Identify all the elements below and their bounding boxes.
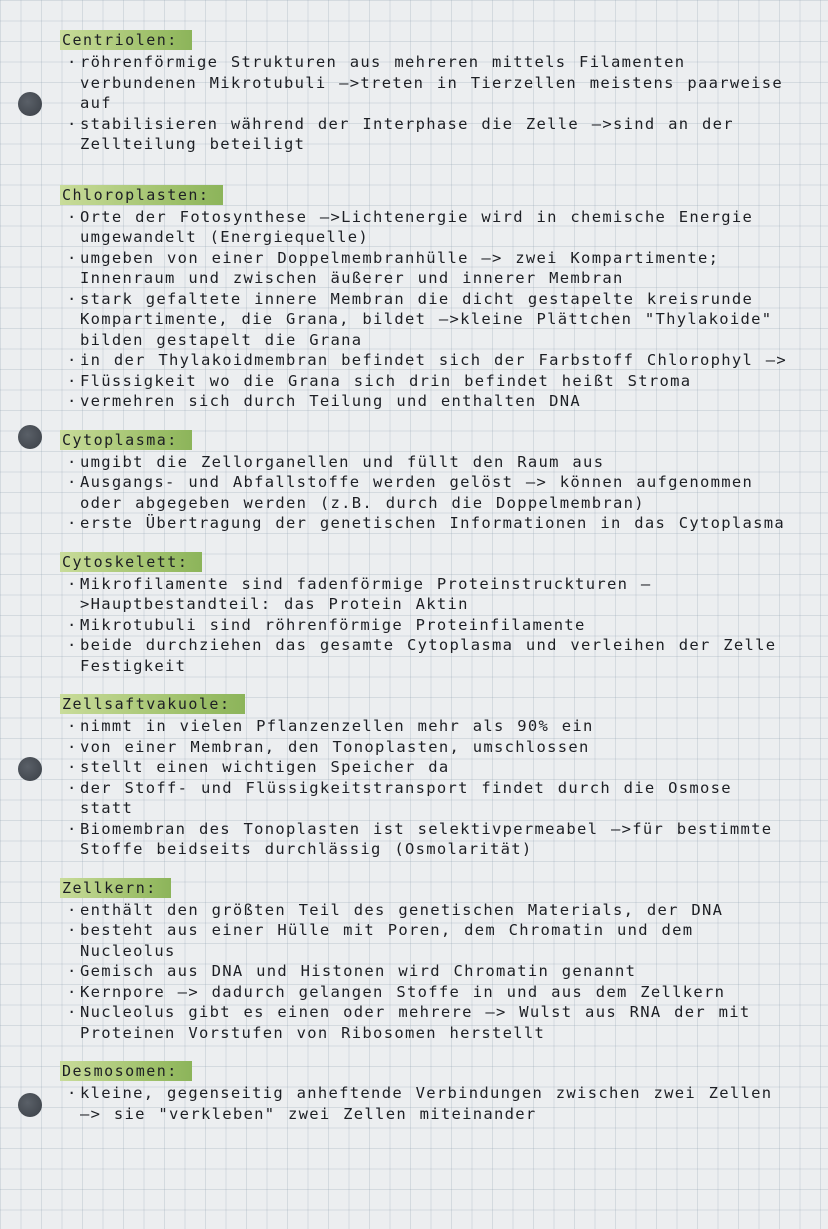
section-zellsaftvakuole <box>60 694 790 860</box>
note-item: · nimmt in vielen Pflanzenzellen mehr als 90% ein <box>60 716 790 737</box>
note-item: · röhrenförmige Strukturen aus mehreren mittels Filamenten verbundenen Mikrotubuli —>treten in Tierzellen meistens paarweise auf <box>60 52 790 114</box>
note-item: · Mikrotubuli sind röhrenförmige Proteinfilamente <box>60 615 790 636</box>
note-item: · Orte der Fotosynthese —>Lichtenergie wird in chemische Energie umgewandelt (Energiequelle) <box>60 207 790 248</box>
section-heading: Chloroplasten: <box>60 185 223 205</box>
note-item: · der Stoff- und Flüssigkeitstransport findet durch die Osmose statt <box>60 778 790 819</box>
section-chloroplasten <box>60 185 790 412</box>
section-cytoplasma <box>60 430 790 534</box>
note-list <box>60 716 790 860</box>
note-item: · erste Übertragung der genetischen Informationen in das Cytoplasma <box>60 513 790 534</box>
note-list <box>60 52 790 155</box>
note-item: · beide durchziehen das gesamte Cytoplasma und verleihen der Zelle Festigkeit <box>60 635 790 676</box>
note-item: · kleine, gegenseitig anheftende Verbindungen zwischen zwei Zellen —> sie "verkleben" zwei Zellen miteinander <box>60 1083 790 1124</box>
section-heading: Zellsaftvakuole: <box>60 694 245 714</box>
note-item: · in der Thylakoidmembran befindet sich der Farbstoff Chlorophyl —> <box>60 350 790 371</box>
section-desmosomen <box>60 1061 790 1124</box>
binder-hole <box>18 757 42 781</box>
note-item: · enthält den größten Teil des genetischen Materials, der DNA <box>60 900 790 921</box>
binder-hole <box>18 425 42 449</box>
note-list <box>60 900 790 1044</box>
section-zellkern <box>60 878 790 1044</box>
note-item: · Nucleolus gibt es einen oder mehrere —> Wulst aus RNA der mit Proteinen Vorstufen von Ribosomen herstellt <box>60 1002 790 1043</box>
note-item: · von einer Membran, den Tonoplasten, umschlossen <box>60 737 790 758</box>
section-heading: Desmosomen: <box>60 1061 192 1081</box>
note-item: · besteht aus einer Hülle mit Poren, dem Chromatin und dem Nucleolus <box>60 920 790 961</box>
note-item: · stellt einen wichtigen Speicher da <box>60 757 790 778</box>
section-heading: Cytoplasma: <box>60 430 192 450</box>
binder-hole <box>18 1093 42 1117</box>
section-heading: Cytoskelett: <box>60 552 202 572</box>
note-list <box>60 574 790 677</box>
section-cytoskelett <box>60 552 790 677</box>
note-item: · vermehren sich durch Teilung und enthalten DNA <box>60 391 790 412</box>
note-item: · stabilisieren während der Interphase die Zelle —>sind an der Zellteilung beteiligt <box>60 114 790 155</box>
note-item: · umgeben von einer Doppelmembranhülle —> zwei Kompartimente; Innenraum und zwischen äußerer und innerer Membran <box>60 248 790 289</box>
section-centriolen <box>60 30 790 155</box>
note-item: · Kernpore —> dadurch gelangen Stoffe in und aus dem Zellkern <box>60 982 790 1003</box>
note-item: · Gemisch aus DNA und Histonen wird Chromatin genannt <box>60 961 790 982</box>
binder-hole <box>18 92 42 116</box>
note-item: · stark gefaltete innere Membran die dicht gestapelte kreisrunde Kompartimente, die Grana, bildet —>kleine Plättchen "Thylakoide" bilden gestapelt die Grana <box>60 289 790 351</box>
note-item: · Ausgangs- und Abfallstoffe werden gelöst —> können aufgenommen oder abgegeben werden (z.B. durch die Doppelmembran) <box>60 472 790 513</box>
section-heading: Centriolen: <box>60 30 192 50</box>
note-item: · umgibt die Zellorganellen und füllt den Raum aus <box>60 452 790 473</box>
note-list <box>60 452 790 534</box>
note-item: · Mikrofilamente sind fadenförmige Proteinstruckturen —>Hauptbestandteil: das Protein Aktin <box>60 574 790 615</box>
note-list <box>60 1083 790 1124</box>
note-item: · Biomembran des Tonoplasten ist selektivpermeabel —>für bestimmte Stoffe beidseits durchlässig (Osmolarität) <box>60 819 790 860</box>
notes-page <box>60 30 790 1142</box>
note-list <box>60 207 790 412</box>
section-heading: Zellkern: <box>60 878 171 898</box>
note-item: · Flüssigkeit wo die Grana sich drin befindet heißt Stroma <box>60 371 790 392</box>
